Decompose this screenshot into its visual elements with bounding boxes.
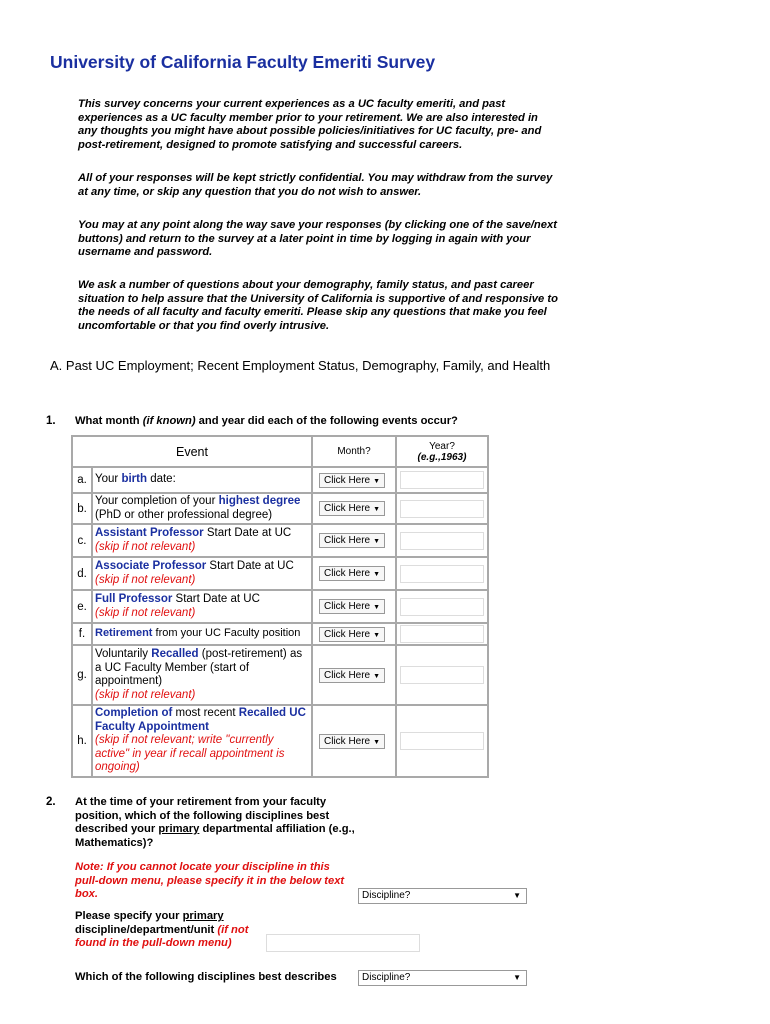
row-letter: h. — [72, 705, 92, 777]
dropdown-arrow-icon: ▼ — [373, 738, 381, 746]
header-year: Year? (e.g.,1963) — [396, 436, 488, 467]
event-label: Voluntarily Recalled (post-retirement) as a UC Faculty Member (start of appointment) (skip if not relevant) — [92, 645, 312, 705]
row-letter: c. — [72, 524, 92, 557]
specify-discipline-label: Please specify your primary discipline/department/unit (if not found in the pull-down menu) — [75, 910, 249, 950]
table-row — [72, 645, 488, 705]
month-select[interactable]: Click Here ▼ — [319, 501, 385, 516]
dropdown-arrow-icon: ▼ — [373, 604, 381, 611]
dropdown-arrow-icon: ▼ — [373, 631, 381, 639]
dropdown-arrow-icon: ▼ — [373, 506, 381, 513]
dropdown-arrow-icon: ▼ — [373, 477, 381, 485]
row-letter: f. — [72, 623, 92, 645]
year-input[interactable] — [400, 500, 484, 518]
question-number: 1. — [46, 415, 56, 427]
page-title: University of California Faculty Emeriti Survey — [50, 52, 436, 72]
intro-paragraph-3: You may at any point along the way save your responses (by clicking one of the save/next buttons) and return to the survey at a later point in time by logging in again with your username and password. — [78, 219, 557, 259]
dropdown-arrow-icon: ▼ — [373, 672, 381, 680]
dropdown-arrow-icon: ▼ — [513, 973, 521, 982]
table-row — [72, 493, 488, 524]
year-input[interactable] — [400, 471, 484, 489]
event-label: Full Professor Start Date at UC (skip if not relevant) — [92, 590, 312, 623]
section-heading: A. Past UC Employment; Recent Employment Status, Demography, Family, and Health — [50, 358, 551, 373]
dropdown-arrow-icon: ▼ — [513, 891, 521, 900]
month-select[interactable]: Click Here ▼ — [319, 566, 385, 581]
month-select[interactable]: Click Here ▼ — [319, 627, 385, 642]
month-select[interactable]: Click Here ▼ — [319, 533, 385, 548]
row-letter: a. — [72, 467, 92, 493]
header-event: Event — [72, 436, 312, 467]
event-label: Completion of most recent Recalled UC Faculty Appointment (skip if not relevant; write "currently active" in year if recall appointment is ongoing) — [92, 705, 312, 777]
table-row — [72, 705, 488, 777]
discipline-note: Note: If you cannot locate your discipline in this pull-down menu, please specify it in the below text box. — [75, 861, 345, 901]
month-select[interactable]: Click Here ▼ — [319, 599, 385, 614]
year-input[interactable] — [400, 598, 484, 616]
intro-paragraph-4: We ask a number of questions about your demography, family status, and past career situation to help assure that the University of California is supportive of and responsive to the needs of all faculty and faculty emeriti. Please skip any questions that make you feel uncomfortable or that you find overly intrusive. — [78, 279, 558, 332]
table-row — [72, 623, 488, 645]
discipline-select-2[interactable]: Discipline? ▼ — [358, 970, 527, 986]
specify-discipline-input[interactable] — [266, 934, 420, 952]
year-input[interactable] — [400, 666, 484, 684]
intro-paragraph-1: This survey concerns your current experiences as a UC faculty emeriti, and past experiences as a UC faculty member prior to your retirement. We are also interested in any thoughts you might have about possible policies/initiatives for UC faculty, pre- and post-retirement, designed to promote satisfying and successful careers. — [78, 98, 542, 151]
dropdown-arrow-icon: ▼ — [373, 538, 381, 545]
event-label: Associate Professor Start Date at UC (skip if not relevant) — [92, 557, 312, 590]
row-letter: e. — [72, 590, 92, 623]
intro-paragraph-2: All of your responses will be kept strictly confidential. You may withdraw from the survey at any time, or skip any question that you do not wish to answer. — [78, 172, 553, 198]
year-input[interactable] — [400, 532, 484, 550]
year-input[interactable] — [400, 732, 484, 750]
dropdown-arrow-icon: ▼ — [373, 571, 381, 578]
row-letter: g. — [72, 645, 92, 705]
month-select[interactable]: Click Here ▼ — [319, 473, 385, 488]
events-table — [71, 435, 489, 778]
discipline-select[interactable]: Discipline? ▼ — [358, 888, 527, 904]
question-1-text: What month (if known) and year did each of the following events occur? — [75, 415, 458, 427]
table-row — [72, 467, 488, 493]
event-label: Your birth date: — [92, 467, 312, 493]
row-letter: d. — [72, 557, 92, 590]
header-month: Month? — [312, 436, 396, 467]
table-row — [72, 557, 488, 590]
month-select[interactable]: Click Here ▼ — [319, 668, 385, 683]
month-select[interactable]: Click Here ▼ — [319, 734, 385, 749]
question-2-text: At the time of your retirement from your faculty position, which of the following disciplines best described your primary departmental affiliation (e.g., Mathematics)? — [75, 796, 355, 849]
event-label: Assistant Professor Start Date at UC (skip if not relevant) — [92, 524, 312, 557]
question-number: 2. — [46, 796, 56, 808]
year-input[interactable] — [400, 625, 484, 643]
table-row — [72, 524, 488, 557]
table-row — [72, 590, 488, 623]
which-discipline-text: Which of the following disciplines best describes — [75, 971, 337, 983]
event-label: Your completion of your highest degree (PhD or other professional degree) — [92, 493, 312, 524]
row-letter: b. — [72, 493, 92, 524]
event-label: Retirement from your UC Faculty position — [92, 623, 312, 645]
year-input[interactable] — [400, 565, 484, 583]
